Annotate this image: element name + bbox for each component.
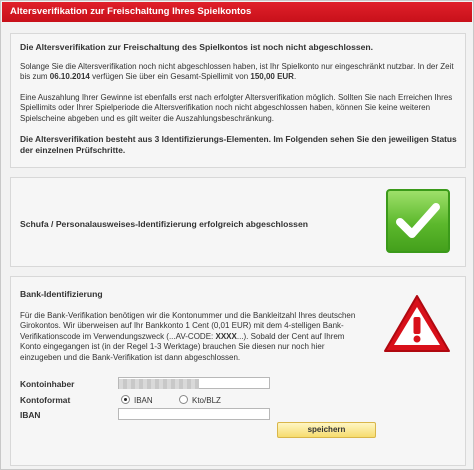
limit-text-b: verfügen Sie über ein Gesamt-Spiellimit von [89, 72, 251, 82]
av-code: XXXX [215, 331, 237, 341]
radio-kto-blz-label: Kto/BLZ [192, 396, 221, 405]
radio-iban-label: IBAN [134, 396, 153, 405]
schufa-box [10, 177, 466, 267]
save-button[interactable]: speichern [277, 422, 376, 438]
account-holder-redacted [119, 379, 199, 389]
radio-kto-blz[interactable] [179, 395, 188, 404]
intro-paragraph-payout: Eine Auszahlung Ihrer Gewinne ist ebenfalls erst nach erfolgter Altersverifikation möglich. Sollten Sie nach Erreichen Ihres Spiellimits oder Ihrer Spielperiode die Altersverifikation noch nicht abgeschlossen haben, können Sie keine weiteren Spielscheine abgeben und es gilt weiter die Auszahlungsbeschränkung. [20, 92, 453, 123]
schufa-status-label: Schufa / Personalausweises-Identifizierung erfolgreich abgeschlossen [20, 219, 308, 229]
checkmark-glyph [394, 197, 442, 245]
account-holder-label: Kontoinhaber [20, 379, 75, 389]
intro-heading: Die Altersverifikation zur Freischaltung des Spielkontos ist noch nicht abgeschlossen. [20, 42, 374, 52]
spending-limit: 150,00 EUR [250, 72, 294, 82]
limit-text-c: . [293, 72, 297, 82]
iban-input[interactable] [118, 408, 270, 420]
bank-title: Bank-Identifizierung [20, 289, 103, 299]
checkmark-icon [386, 189, 450, 253]
warning-icon [382, 293, 452, 355]
intro-paragraph-limit [20, 62, 457, 83]
iban-label: IBAN [20, 410, 41, 420]
bank-text-a: Für die Bank-Verifikation benötigen wir die Kontonummer und die Bankleitzahl Ihres deutschen Girokontos. Wir überweisen auf Ihr Bankkonto 1 Cent (0,01 EUR) mit dem 4-stelligen Bank-Verifikationscode im Verwendungszweck (...AV-CODE: [20, 311, 356, 341]
intro-paragraph-steps: Die Altersverifikation besteht aus 3 Identifizierungs-Elementen. Im Folgenden sehen Sie den jeweiligen Status der einzelnen Prüfschritte. [20, 134, 457, 156]
limit-text-a: Solange Sie die Altersverifikation noch nicht abgeschlossen haben, ist Ihr Spielkonto nur eingeschränkt nutzbar. In der Zeit bis zum [20, 62, 454, 82]
bank-box [10, 276, 466, 466]
deadline-date: 06.10.2014 [49, 72, 90, 82]
radio-iban[interactable] [121, 395, 130, 404]
account-format-label: Kontoformat [20, 395, 71, 405]
bank-description [20, 311, 365, 363]
bank-text-b: ...). Sobald der Cent auf Ihrem Konto eingegangen ist (in der Regel 1-3 Werktage) brauchen Sie diesen nur noch hier einzugeben und die Bank-Verifikation ist dann abgeschlossen. [20, 331, 345, 362]
panel-title: Altersverifikation zur Freischaltung Ihres Spielkontos [2, 2, 472, 22]
intro-box [10, 33, 466, 168]
